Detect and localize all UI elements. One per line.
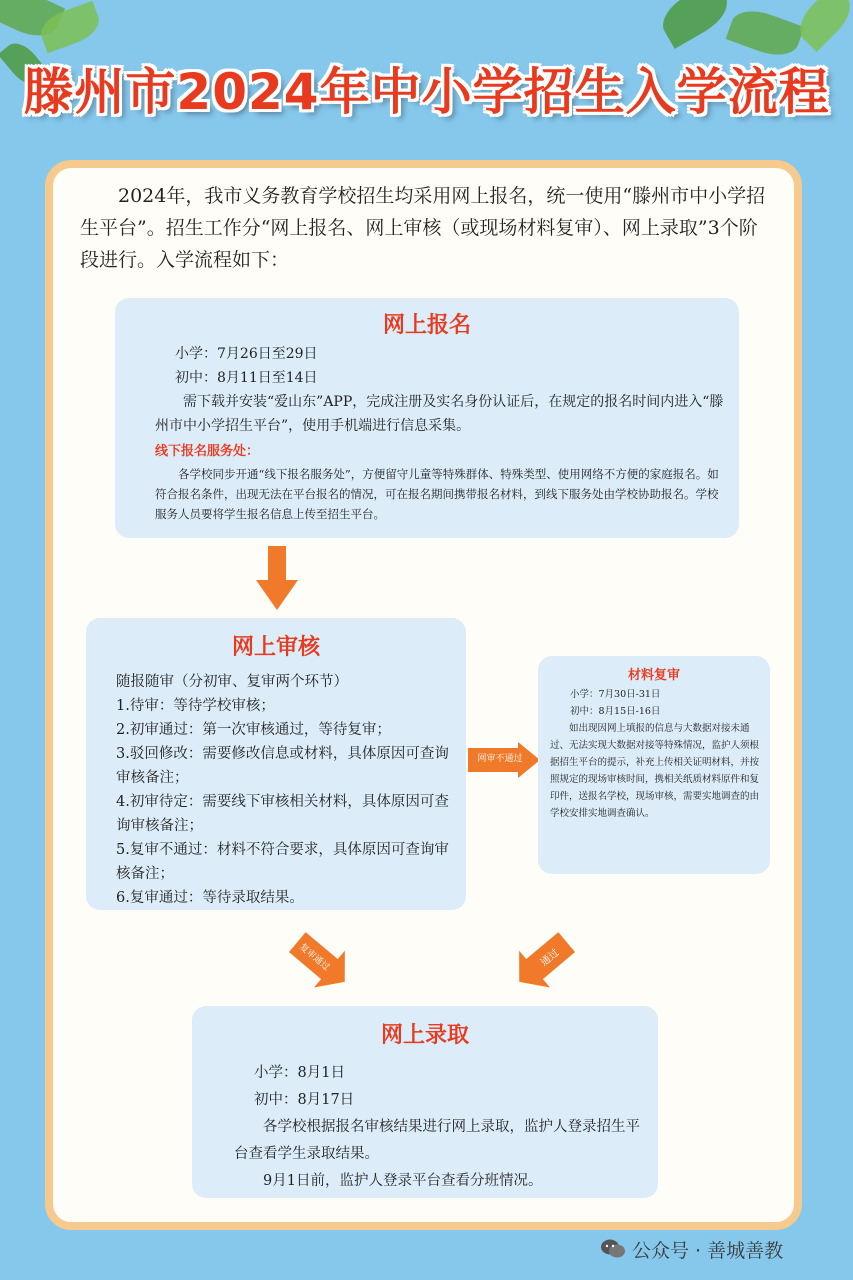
stage-title: 网上审核	[231, 635, 320, 660]
page-title: 滕州市2024年中小学招生入学流程	[23, 63, 830, 121]
middle-date: 初中：8月17日	[254, 1092, 355, 1108]
watermark	[600, 1236, 783, 1262]
stage-online-admission	[192, 1006, 658, 1198]
stage-body	[550, 686, 760, 822]
offline-desc: 各学校同步开通“线下报名服务处”，方便留守儿童等特殊群体、特殊类型、使用网络不方便的家庭报名。如符合报名条件，出现无法在平台报名的情况，可在报名期间携带报名材料，到线下服务处由学校协助报名。学校服务人员要将学生报名信息上传至招生平台。	[155, 467, 719, 521]
middle-date: 初中：8月15日-16日	[570, 706, 661, 717]
arrow-down-icon	[256, 546, 298, 612]
watermark-text: 公众号 · 善城善教	[632, 1239, 784, 1262]
offline-title: 线下报名服务处：	[155, 444, 260, 459]
stage-body	[155, 342, 725, 524]
review-item: 5.复审不通过：材料不符合要求，具体原因可查询审核备注；	[116, 842, 449, 882]
stage-title: 材料复审	[627, 668, 680, 683]
review-item: 2.初审通过：第一次审核通过，等待复审；	[116, 722, 391, 738]
stage-desc: 如出现因网上填报的信息与大数据对接未通过、无法实现大数据对接等特殊情况，监护人须根据招生平台的提示，补充上传相关证明材料，并按照规定的现场审核时间，携相关纸质材料原件和复印件，送报名学校，现场审核，需要实地调查的由学校安排实地调查确认。	[550, 723, 760, 819]
stage-online-review	[86, 618, 466, 910]
leaf-decoration	[655, 0, 736, 49]
review-item: 6.复审通过：等待录取结果。	[116, 890, 304, 906]
stage-title: 网上录取	[380, 1023, 469, 1048]
review-item: 3.驳回修改：需要修改信息或材料，具体原因可查询审核备注；	[116, 746, 449, 786]
arrow-label-fail: 网审不通过	[477, 754, 523, 764]
intro-paragraph: 2024年，我市义务教育学校招生均采用网上报名，统一使用“滕州市中小学招生平台”。招生工作分“网上报名、网上审核（或现场材料复审）、网上录取”3个阶段进行。入学流程如下：	[80, 185, 766, 271]
primary-date: 小学：7月26日至29日	[175, 346, 318, 362]
stage-desc: 各学校根据报名审核结果进行网上录取，监护人登录招生平台查看学生录取结果。	[234, 1119, 640, 1162]
stage-desc: 9月1日前，监护人登录平台查看分班情况。	[263, 1173, 543, 1189]
primary-date: 小学：7月30日-31日	[570, 689, 661, 700]
review-item: 1.待审：等待学校审核；	[116, 698, 275, 714]
review-item: 4.初审待定：需要线下审核相关材料，具体原因可查询审核备注；	[116, 794, 449, 834]
middle-date: 初中：8月11日至14日	[175, 370, 318, 386]
leaf-decoration	[791, 0, 853, 52]
arrow-label-pass-review: 复审通过	[297, 942, 332, 974]
review-intro: 随报随审（分初审、复审两个环节）	[116, 674, 348, 690]
stage-body	[116, 670, 451, 910]
arrow-label-pass: 通过	[538, 947, 562, 969]
stage-title: 网上报名	[382, 313, 471, 338]
wechat-icon	[600, 1238, 626, 1260]
stage-desc: 需下载并安装“爱山东”APP，完成注册及实名身份认证后，在规定的报名时间内进入“滕州市中小学招生平台”，使用手机端进行信息采集。	[155, 394, 724, 434]
primary-date: 小学：8月1日	[254, 1065, 345, 1081]
stage-online-registration	[115, 298, 739, 538]
stage-body	[234, 1060, 644, 1195]
stage-material-recheck	[538, 656, 770, 874]
